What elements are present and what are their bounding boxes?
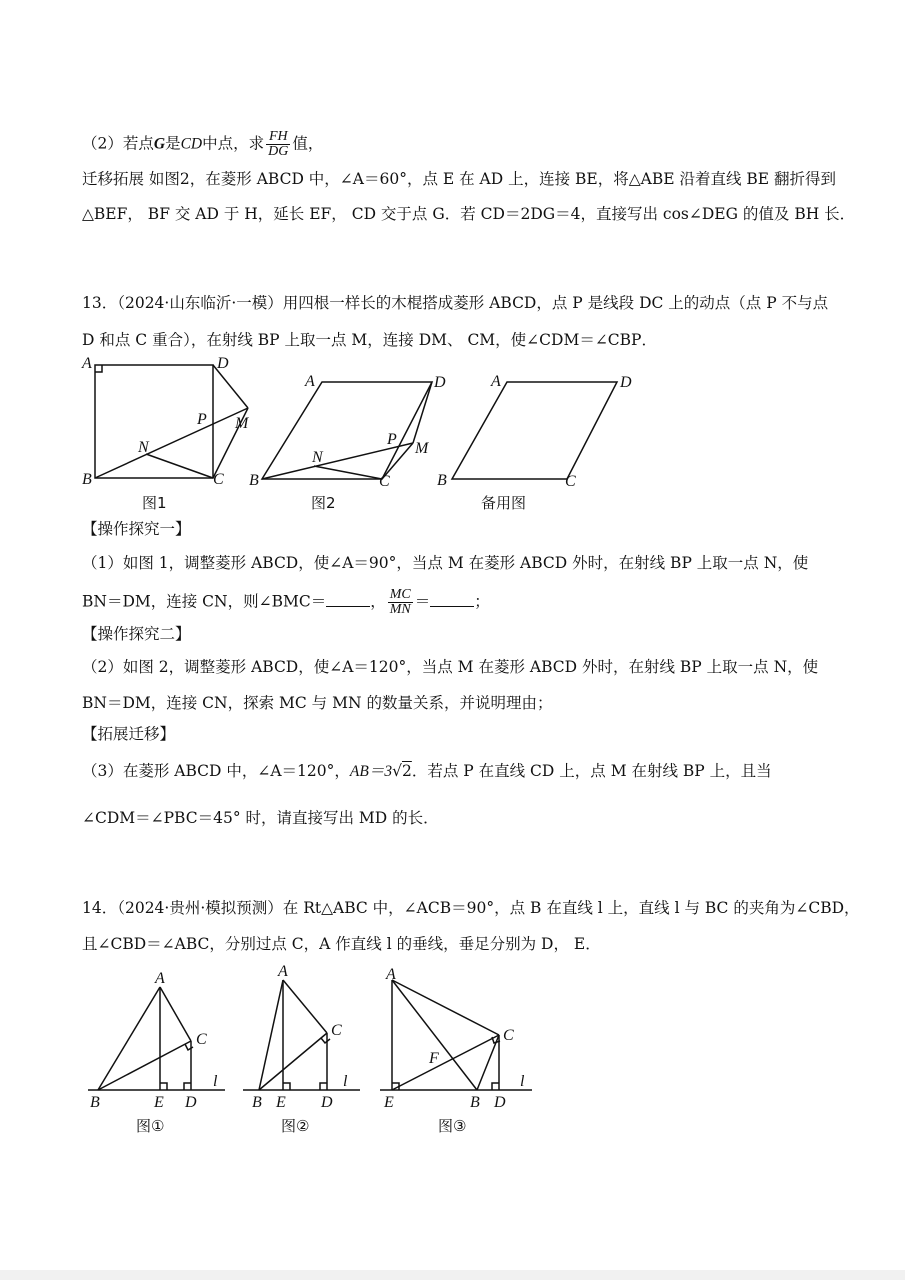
- fraction-numerator: FH: [266, 130, 290, 145]
- label-p: P: [387, 431, 397, 448]
- q13-fig3-caption: 备用图: [481, 494, 527, 512]
- extend-text-a: （3）在菱形 ABCD 中，∠A＝120°，: [82, 762, 350, 780]
- q14-fig3-caption: 图③: [438, 1117, 467, 1135]
- label-a: A: [491, 373, 501, 390]
- part2-mid2: 中点，求: [202, 134, 265, 153]
- explore1-end: ；: [474, 592, 490, 611]
- transfer-line-1: 迁移拓展 如图2，在菱形 ABCD 中，∠A＝60°，点 E 在 AD 上，连接 BE，将△ABE 沿着直线 BE 翻折得到: [82, 170, 837, 188]
- segment-ba: [98, 987, 160, 1090]
- point-g: G: [153, 135, 166, 153]
- label-e: E: [276, 1094, 286, 1111]
- label-l: l: [213, 1073, 218, 1090]
- label-l: l: [520, 1073, 525, 1090]
- transfer-line-2: △BEF， BF 交 AD 于 H，延长 EF， CD 交于点 G．若 CD＝2DG＝4，直接写出 cos∠DEG 的值及 BH 长．: [82, 205, 856, 223]
- extend-line-1: （3）在菱形 ABCD 中，∠A＝120°，AB＝3√2．若点 P 在直线 CD 上，点 M 在射线 BP 上，且当: [82, 762, 772, 780]
- label-b: B: [90, 1094, 100, 1111]
- segment-ac: [392, 980, 499, 1035]
- label-a: A: [155, 970, 165, 987]
- label-m: M: [415, 440, 429, 457]
- fraction-numerator: MC: [389, 587, 411, 602]
- explore2-title: 【操作探究二】: [82, 625, 191, 643]
- label-l: l: [343, 1073, 348, 1090]
- label-c: C: [503, 1027, 514, 1044]
- q14-figure-2: [235, 965, 375, 1140]
- segment-ab: [392, 980, 477, 1090]
- label-b: B: [82, 471, 92, 488]
- explore1-comma: ，: [370, 592, 386, 611]
- label-d: D: [321, 1094, 333, 1111]
- label-f: F: [429, 1050, 439, 1067]
- q13-fig1-caption: 图1: [142, 494, 167, 512]
- explore1-line-2: BN＝DM，连接 CN，则∠BMC＝ ， $\frac{MC}{MN}$ ＝ ；: [82, 587, 490, 617]
- right-angle-mark-d: [184, 1083, 191, 1090]
- label-c: C: [379, 473, 390, 490]
- extend-line-2: ∠CDM＝∠PBC＝45° 时，请直接写出 MD 的长．: [82, 809, 439, 827]
- label-a: A: [278, 965, 288, 980]
- segment-ac: [160, 987, 191, 1041]
- ray-bp: [95, 408, 248, 478]
- segment-ac: [283, 980, 327, 1033]
- q14-figure-1: [80, 965, 240, 1140]
- label-c: C: [565, 473, 576, 490]
- label-a: A: [305, 373, 315, 390]
- label-d: D: [217, 355, 229, 372]
- segment-nc: [146, 454, 213, 478]
- label-b: B: [252, 1094, 262, 1111]
- segment-cd: CD: [180, 135, 203, 153]
- label-c: C: [331, 1022, 342, 1039]
- q14-fig1-caption: 图①: [136, 1117, 165, 1135]
- explore2-line-1: （2）如图 2，调整菱形 ABCD，使∠A＝120°，当点 M 在菱形 ABCD 外时，在射线 BP 上取一点 N，使: [82, 658, 819, 676]
- label-b: B: [470, 1094, 480, 1111]
- q14-line-1: 14．（2024·贵州·模拟预测）在 Rt△ABC 中，∠ACB＝90°，点 B 在直线 l 上，直线 l 与 BC 的夹角为∠CBD，: [82, 899, 860, 917]
- extend-ab: AB＝3: [349, 763, 393, 780]
- label-m: M: [235, 415, 249, 432]
- answer-blank-1: [326, 592, 370, 607]
- right-angle-mark-e: [283, 1083, 290, 1090]
- right-angle-mark-d: [492, 1083, 499, 1090]
- part2-suffix: 值，: [292, 134, 324, 153]
- extend-title: 【拓展迁移】: [82, 725, 176, 743]
- label-d: D: [185, 1094, 197, 1111]
- rhombus-abcd: [452, 382, 617, 479]
- label-d: D: [434, 374, 446, 391]
- extend-sqrt: 2: [401, 762, 412, 780]
- label-b: B: [249, 472, 259, 489]
- segment-nc: [314, 466, 382, 479]
- right-angle-mark: [95, 365, 102, 372]
- extend-text-b: ．若点 P 在直线 CD 上，点 M 在射线 BP 上，且当: [411, 762, 772, 780]
- q14-fig2-caption: 图②: [281, 1117, 310, 1135]
- label-n: N: [138, 439, 149, 456]
- ray-bp: [262, 443, 413, 479]
- label-d: D: [620, 374, 632, 391]
- explore1-title: 【操作探究一】: [82, 520, 191, 538]
- right-angle-mark-c: [185, 1044, 193, 1050]
- q13-fig2-caption: 图2: [311, 494, 336, 512]
- right-angle-mark-e: [160, 1083, 167, 1090]
- q14-line-2: 且∠CBD＝∠ABC，分别过点 C，A 作直线 l 的垂线，垂足分别为 D， E．: [82, 935, 601, 953]
- explore2-line-2: BN＝DM，连接 CN，探索 MC 与 MN 的数量关系，并说明理由；: [82, 694, 553, 712]
- fraction-denominator: MN: [389, 602, 411, 617]
- fraction-mc-mn: [388, 588, 413, 617]
- right-angle-mark-d: [320, 1083, 327, 1090]
- q13-figure-1: [80, 350, 265, 520]
- fraction-fh-dg: [266, 130, 290, 159]
- part2-prefix: （2）若点: [82, 134, 154, 153]
- label-c: C: [196, 1031, 207, 1048]
- q13-figure-3: [435, 365, 645, 520]
- label-e: E: [154, 1094, 164, 1111]
- label-a: A: [82, 355, 92, 372]
- q13-line-2: D 和点 C 重合），在射线 BP 上取一点 M，连接 DM、 CM，使∠CDM＝∠CBP．: [82, 331, 657, 349]
- label-b: B: [437, 472, 447, 489]
- page-bottom-edge: [0, 1270, 905, 1280]
- q14-figure-3: [372, 965, 542, 1140]
- q13-figure-2: [245, 365, 455, 520]
- explore1-text: BN＝DM，连接 CN，则∠BMC＝: [82, 592, 327, 611]
- answer-blank-2: [430, 592, 474, 607]
- label-p: P: [197, 411, 207, 428]
- segment-ec: [392, 1035, 499, 1090]
- segment-bc: [477, 1035, 499, 1090]
- label-n: N: [312, 449, 323, 466]
- label-a: A: [386, 966, 396, 983]
- explore1-line-1: （1）如图 1，调整菱形 ABCD，使∠A＝90°，当点 M 在菱形 ABCD 外时，在射线 BP 上取一点 N，使: [82, 554, 809, 572]
- label-c: C: [213, 471, 224, 488]
- label-d: D: [494, 1094, 506, 1111]
- label-e: E: [384, 1094, 394, 1111]
- rhombus-abcd: [262, 382, 432, 479]
- fraction-denominator: DG: [268, 144, 289, 159]
- square-abcd: [95, 365, 213, 478]
- right-angle-mark-c: [321, 1038, 330, 1043]
- part2-mid1: 是: [165, 134, 181, 153]
- q13-line-1: 13．（2024·山东临沂·一模）用四根一样长的木棍搭成菱形 ABCD，点 P 是线段 DC 上的动点（点 P 不与点: [82, 294, 829, 312]
- part2-line: [82, 130, 323, 159]
